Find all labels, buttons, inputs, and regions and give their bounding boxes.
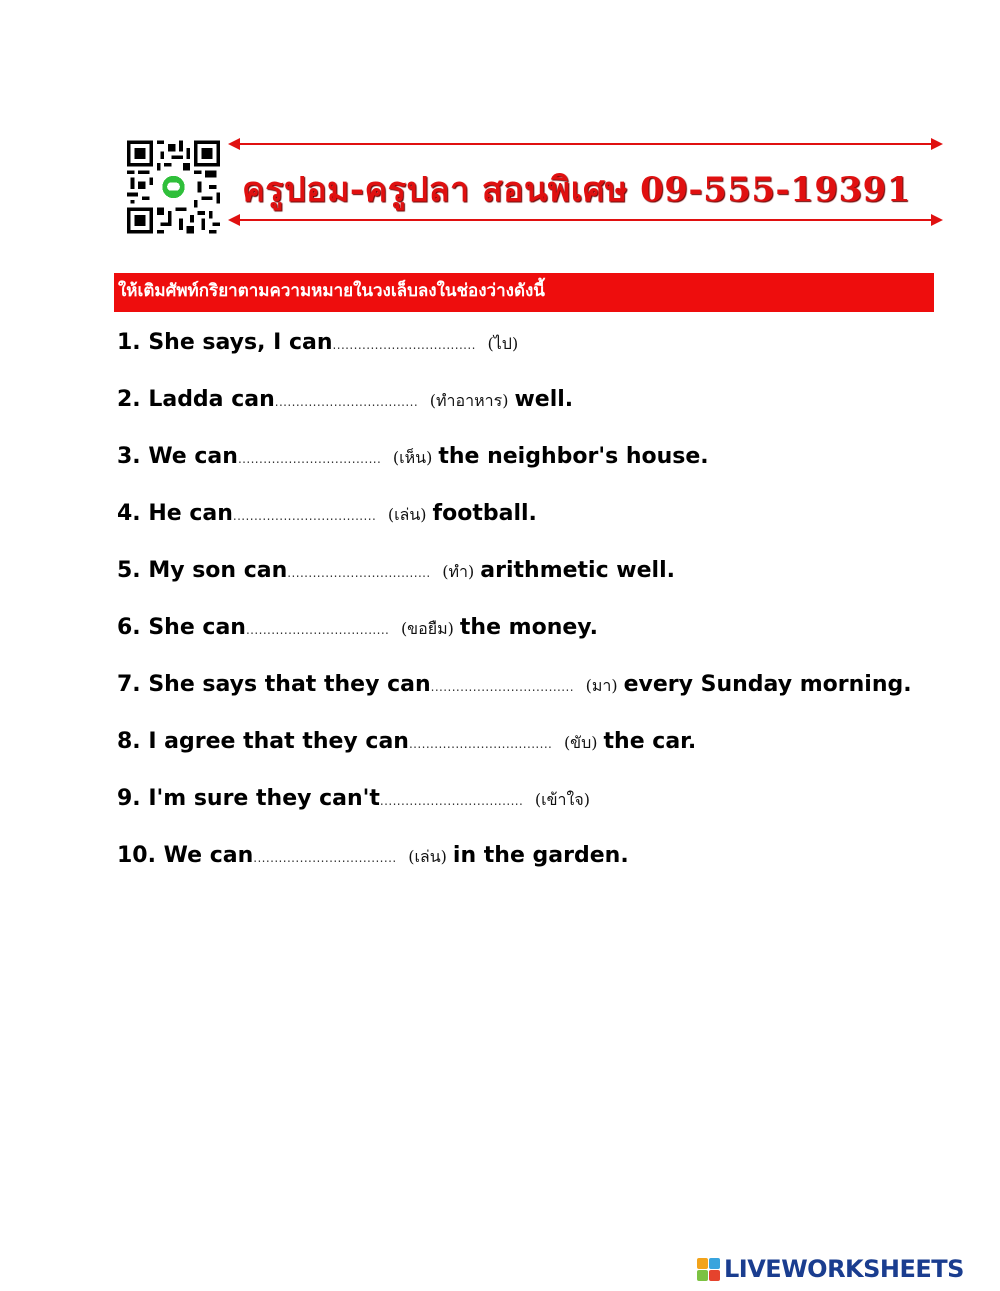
question-item [117,440,977,497]
question-prompt: 10. We can [117,843,254,868]
question-prompt: 4. He can [117,501,233,526]
answer-blank[interactable]: .................................. [332,338,476,352]
question-item [117,326,977,383]
question-tail: football. [432,501,537,526]
question-item [117,611,977,668]
question-tail: in the garden. [452,843,629,868]
question-prompt: 1. She says, I can [117,330,333,355]
question-item [117,725,977,782]
question-item [117,668,977,725]
question-tail: the money. [459,615,598,640]
header-title: ครูปอม-ครูปลา สอนพิเศษ 09-555-19391 [242,170,911,210]
question-list [117,326,977,896]
question-prompt: 7. She says that they can [117,672,431,697]
thai-hint: (ไป) [487,334,519,353]
instruction-banner: ให้เติมศัพท์กริยาตามความหมายในวงเล็บลงในช่องว่างดังนี้ [114,273,934,312]
question-prompt: 6. She can [117,615,246,640]
question-tail: arithmetic well. [480,558,675,583]
question-tail: well. [514,387,574,412]
question-prompt: 5. My son can [117,558,288,583]
thai-hint: (ขอยืม) [400,619,454,638]
line-qr-code-icon [127,131,220,243]
answer-blank[interactable]: .................................. [237,452,382,466]
question-prompt: 3. We can [117,444,238,469]
thai-hint: (เล่น) [387,505,427,524]
thai-hint: (เข้าใจ) [534,790,590,809]
thai-hint: (ขับ) [563,733,598,752]
question-item [117,839,977,896]
question-prompt: 2. Ladda can [117,387,275,412]
question-item [117,497,977,554]
question-item [117,554,977,611]
answer-blank[interactable]: .................................. [379,794,524,808]
thai-hint: (เห็น) [392,448,433,467]
thai-hint: (ทำอาหาร) [429,391,509,410]
question-tail: the car. [603,729,697,754]
answer-blank[interactable]: .................................. [430,680,574,694]
question-item [117,383,977,440]
question-prompt: 8. I agree that they can [117,729,409,754]
question-tail: every Sunday morning. [623,672,912,697]
answer-blank[interactable]: .................................. [287,566,431,580]
question-tail: the neighbor's house. [438,444,709,469]
answer-blank[interactable]: .................................. [253,851,397,865]
answer-blank[interactable]: .................................. [408,737,553,751]
thai-hint: (มา) [585,676,618,695]
thai-hint: (ทำ) [442,562,475,581]
footer-brand-text: LIVEWORKSHEETS [724,1255,964,1283]
answer-blank[interactable]: .................................. [232,509,377,523]
answer-blank[interactable]: .................................. [245,623,390,637]
question-item [117,782,977,839]
footer-brand[interactable] [697,1255,997,1285]
answer-blank[interactable]: .................................. [274,395,419,409]
liveworksheets-logo-icon [697,1258,721,1282]
question-prompt: 9. I'm sure they can't [117,786,380,811]
thai-hint: (เล่น) [408,847,447,866]
